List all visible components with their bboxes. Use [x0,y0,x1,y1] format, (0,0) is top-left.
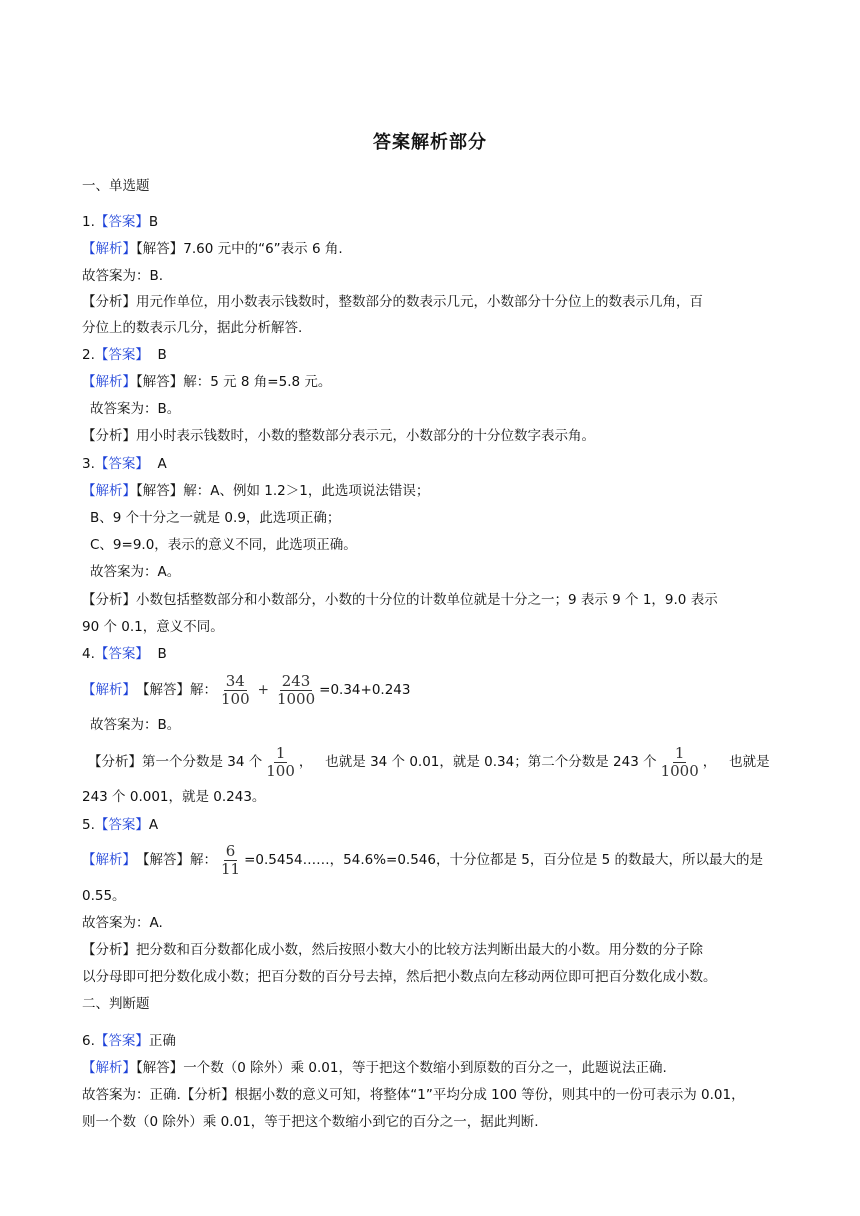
q3-analysis-line-1 [82,590,718,610]
q1-analysis-line-1 [82,292,703,312]
answer-tag: 【答案】 [94,347,149,363]
q6-answer: 正确 [148,1033,176,1049]
fraction-1-over-100: $\frac{1}{100}$ [266,743,295,780]
q5-solution-result: =0.5454……，54.6%=0.546，十分位都是 5，百分位是 5 的数最大，所以最大的是 [244,852,764,868]
analysis-label: 【分析】 [82,592,136,608]
q4-conclusion: 故答案为：B。 [90,717,181,733]
q3-option-b: B、9 个十分之一就是 0.9，此选项正确； [90,510,341,526]
fraction-243-over-1000: $\frac{243}{1000}$ [276,671,316,708]
q3-option-c: C、9=9.0，表示的意义不同，此选项正确。 [90,537,357,553]
analysis-tag: 【解析】 [82,1060,136,1076]
answer-tag: 【答案】 [94,817,149,833]
section-heading-single-choice: 一、单选题 [82,178,150,194]
page-title: 答案解析部分 [373,132,487,153]
q2-answer: B [148,347,167,363]
q6-analysis-line-2: 则一个数（0 除外）乘 0.01，等于把这个数缩小到它的百分之一，据此判断. [82,1114,539,1130]
q4-solution-prefix: 【解答】解： [136,682,217,698]
analysis-label: 【分析】 [82,428,136,444]
q2-conclusion: 故答案为：B。 [90,401,181,417]
q6-conclusion-analysis: 故答案为：正确.【分析】根据小数的意义可知，将整体“1”平均分成 100 等份，则其中的一份可表示为 0.01， [82,1087,745,1103]
q2-analysis: 用小时表示钱数时，小数的整数部分表示元，小数部分的十分位数字表示角。 [136,428,595,444]
q5-conclusion: 故答案为：A. [82,915,163,931]
q6-answer-line [82,1031,176,1051]
analysis-tag: 【解析】 [82,682,136,698]
q1-analysis: 用元作单位，用小数表示钱数时，整数部分的数表示几元，小数部分十分位上的数表示几角，百 [136,294,703,310]
q2-solution: 【解答】解：5 元 8 角=5.8 元。 [136,374,332,390]
analysis-tag: 【解析】 [82,483,136,499]
analysis-tag: 【解析】 [82,852,136,868]
fraction-1-over-1000: $\frac{1}{1000}$ [660,743,699,780]
q1-conclusion: 故答案为：B. [82,268,164,284]
answer-tag: 【答案】 [94,646,149,662]
q2-number: 2. [82,347,95,363]
q3-analysis: 小数包括整数部分和小数部分，小数的十分位的计数单位就是十分之一；9 表示 9 个 1，9.0 表示 [136,592,718,608]
q1-solution-line [82,239,343,259]
answer-tag: 【答案】 [94,1033,149,1049]
q5-solution-line-2: 0.55。 [82,888,126,904]
q1-answer-line [82,212,158,232]
analysis-label: 【分析】 [88,754,142,770]
q5-answer: A [148,817,159,833]
q4-answer-line [82,644,167,664]
q2-solution-line [82,372,331,392]
q6-solution-line [82,1058,667,1078]
q5-solution-prefix: 【解答】解： [136,852,217,868]
q5-number: 5. [82,817,95,833]
q3-solution-line [82,481,429,501]
q2-answer-line [82,345,167,365]
q1-analysis-line-2: 分位上的数表示几分，据此分析解答. [82,320,303,336]
analysis-label: 【分析】 [82,942,136,958]
q4-solution-result: =0.34+0.243 [319,682,411,698]
q5-analysis-line-2: 以分母即可把分数化成小数；把百分数的百分号去掉，然后把小数点向左移动两位即可把百分数化成小数。 [82,969,717,985]
q5-answer-line [82,815,158,835]
q5-solution-line [82,842,763,878]
q3-number: 3. [82,456,95,472]
q5-analysis-line-1 [82,940,703,960]
q3-conclusion: 故答案为：A。 [90,564,181,580]
plus-sign: + [257,682,269,698]
q2-analysis-line-1 [82,426,595,446]
q6-number: 6. [82,1033,95,1049]
answer-tag: 【答案】 [94,214,149,230]
q3-answer-line [82,454,167,474]
q6-solution: 【解答】一个数（0 除外）乘 0.01，等于把这个数缩小到原数的百分之一，此题说法正确. [136,1060,667,1076]
section-heading-true-false: 二、判断题 [82,996,150,1012]
q1-solution: 【解答】7.60 元中的“6”表示 6 角. [136,241,343,257]
fraction-6-over-11: $\frac{6}{11}$ [221,841,241,878]
q4-number: 4. [82,646,95,662]
q3-answer: A [148,456,167,472]
q4-analysis-line-2: 243 个 0.001，就是 0.243。 [82,789,266,805]
q3-analysis-line-2: 90 个 0.1，意义不同。 [82,619,224,635]
answer-tag: 【答案】 [94,456,149,472]
q3-solution: 【解答】解：A、例如 1.2＞1，此选项说法错误； [136,483,430,499]
q4-solution-line [82,672,410,708]
q4-answer: B [148,646,167,662]
q1-answer: B [148,214,159,230]
fraction-34-over-100: $\frac{34}{100}$ [221,671,250,708]
q4-analysis-line-1: 【分析】 第一个分数是 34 个 $\frac{1}{100}$ ， 也就是 34 个 0.01，就是 0.34；第二个分数是 243 个 $\frac{1}{1000}$ ， 也就是 [88,743,770,780]
q5-analysis: 把分数和百分数都化成小数，然后按照小数大小的比较方法判断出最大的小数。用分数的分子除 [136,942,703,958]
q1-number: 1. [82,214,95,230]
analysis-label: 【分析】 [82,294,136,310]
analysis-tag: 【解析】 [82,241,136,257]
analysis-tag: 【解析】 [82,374,136,390]
